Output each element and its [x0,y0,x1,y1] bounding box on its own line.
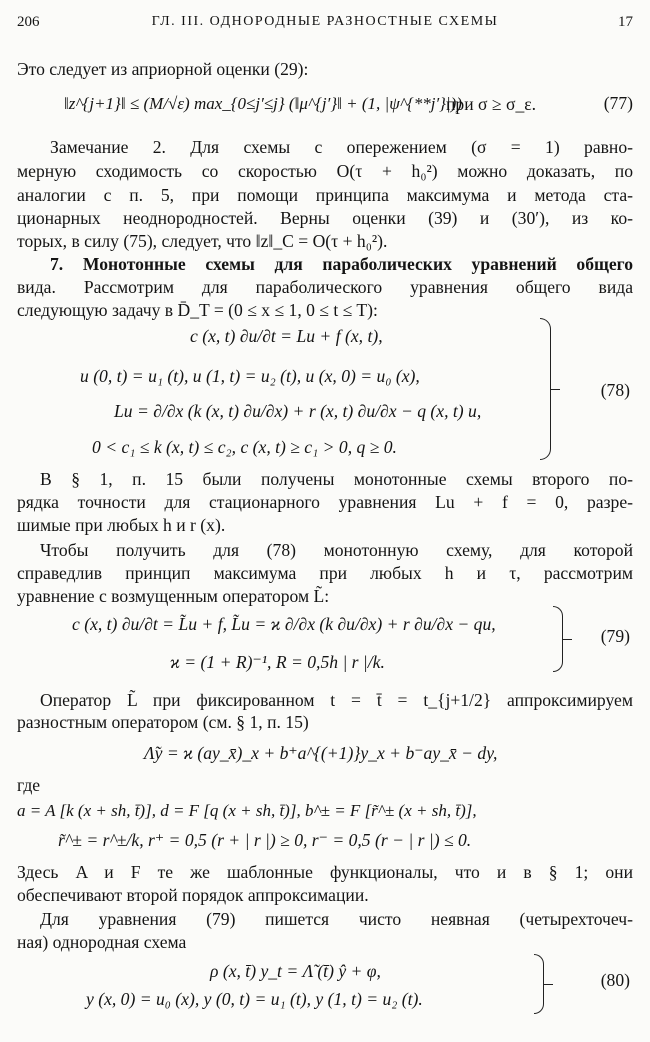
paragraph-line: Здесь A и F те же шаблонные функционалы, что и в § 1; они [17,862,633,882]
paragraph-line: Замечание 2. Для схемы с опережением (σ = 1) равно- [50,137,633,157]
paragraph-line: уравнение с возмущенным оператором L̃: [17,586,330,606]
paragraph-line: ционарных неоднородностей. Верны оценки (39) и (30′), из ко- [17,208,633,228]
equation-79-line: ϰ = (1 + R)⁻¹, R = 0,5h | r |/k. [170,652,385,672]
paragraph-line: справедлив принцип максимума при любых h и τ, рассмотрим [17,563,633,583]
paragraph-line: где [17,775,41,795]
right-brace [553,606,563,672]
equation-lambda: Λ̃y = ϰ (ay_x̄)_x + b⁺a^{(+1)}y_x + b⁻ay_x̄ − dy, [144,743,498,763]
paragraph-line: аналогии с п. 5, при помощи принципа максимума и метода ста- [17,185,633,205]
equation-78-line: Lu = ∂/∂x (k (x, t) ∂u/∂x) + r (x, t) ∂u/∂x − q (x, t) u, [114,401,482,421]
equation-79-line: c (x, t) ∂u/∂t = L̃u + f, L̃u = ϰ ∂/∂x (k ∂u/∂x) + r ∂u/∂x − qu, [72,614,496,634]
section-heading: 7. Монотонные схемы для параболических уравнений общего [50,254,633,274]
paragraph-line: рядка точности для стационарного уравнения Lu + f = 0, разре- [17,492,633,512]
page-number: 206 [17,14,40,30]
paragraph-line: вида. Рассмотрим для параболического уравнения общего вида [17,277,633,297]
right-brace [534,954,544,1014]
equation-77-condition: при σ ≥ σ_ε. [446,94,537,114]
paragraph-line: Для уравнения (79) пишется чисто неявная (четырехточеч- [40,909,633,929]
equation-coefficients: r̃^± = r^±/k, r⁺ = 0,5 (r + | r |) ≥ 0, r⁻ = 0,5 (r − | r |) ≤ 0. [58,830,472,850]
paragraph-line: разностным оператором (см. § 1, п. 15) [17,712,309,732]
paragraph-line: Оператор L̃ при фиксированном t = t̄ = t_{j+1/2} аппроксимируем [40,690,633,710]
equation-80-line: y (x, 0) = u₀ (x), y (0, t) = u₁ (t), y (1, t) = u₂ (t). [86,989,423,1009]
equation-80-line: ρ (x, t̄) y_t = Λ̃ (t̄) ŷ + φ, [210,961,381,981]
paragraph-line: Чтобы получить для (78) монотонную схему, для которой [40,540,633,560]
equation-78-line: u (0, t) = u₁ (t), u (1, t) = u₂ (t), u (x, 0) = u₀ (x), [80,366,420,386]
paragraph-line: следующую задачу в D̄_T = (0 ≤ x ≤ 1, 0 ≤ t ≤ T): [17,300,378,320]
signature-mark: 17 [618,14,633,30]
paragraph-line: шимые при любых h и r (x). [17,515,226,535]
right-brace [540,318,551,460]
paragraph-line: торых, в силу (75), следует, что ‖z‖_C = O(τ + h₀²). [17,231,388,251]
equation-77: ‖z^{j+1}‖ ≤ (M/√ε) max_{0≤j′≤j} (‖μ^{j′}‖ + (1, |ψ^{**j′}|)) [64,94,462,113]
equation-number: (78) [600,380,630,400]
equation-78-line: 0 < c₁ ≤ k (x, t) ≤ c₂, c (x, t) ≥ c₁ > 0, q ≥ 0. [92,437,397,457]
equation-78-line: c (x, t) ∂u/∂t = Lu + f (x, t), [190,326,383,346]
paragraph-line: ная) однородная схема [17,932,187,952]
running-title: ГЛ. III. ОДНОРОДНЫЕ РАЗНОСТНЫЕ СХЕМЫ [151,14,499,29]
equation-number: (79) [600,626,630,646]
paragraph-line: Это следует из априорной оценки (29): [17,59,309,79]
equation-number: (80) [600,970,630,990]
paragraph-line: В § 1, п. 15 были получены монотонные схемы второго по- [40,469,633,489]
paragraph-line: мерную сходимость со скоростью O(τ + h₀²) можно доказать, по [17,161,633,181]
equation-coefficients: a = A [k (x + sh, t̄)], d = F [q (x + sh, t̄)], b^± = F [r̃^± (x + sh, t̄)], [17,801,477,820]
equation-number: (77) [603,93,633,113]
paragraph-line: обеспечивают второй порядок аппроксимации. [17,885,369,905]
